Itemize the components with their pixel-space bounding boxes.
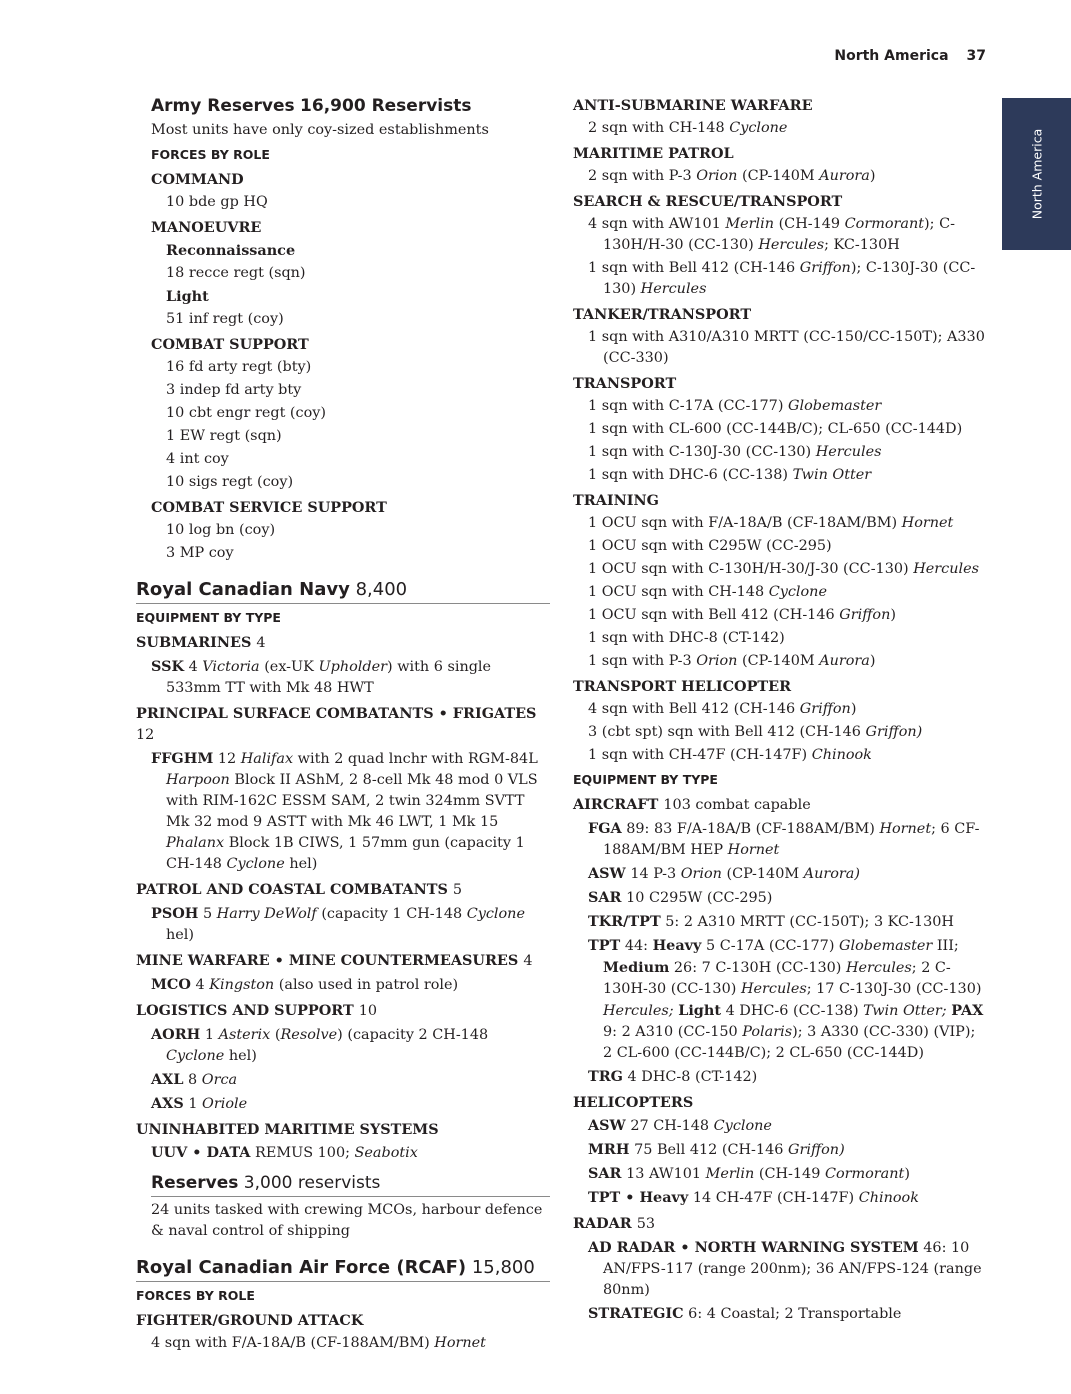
mp-heading: MARITIME PATROL xyxy=(573,145,734,162)
training-heading: TRAINING xyxy=(573,492,659,509)
list-item: 1 sqn with DHC-8 (CT-142) xyxy=(588,630,785,646)
heli-sar-entry: SAR 13 AW101 Merlin (CH-149 Cormorant) xyxy=(588,1165,910,1182)
list-item: 10 sigs regt (coy) xyxy=(166,474,294,490)
heli-tpt-entry: TPT • Heavy 14 CH-47F (CH-147F) Chinook xyxy=(588,1189,919,1206)
css-heading: COMBAT SERVICE SUPPORT xyxy=(151,499,387,516)
list-item: 51 inf regt (coy) xyxy=(166,311,284,327)
light-heading: Light xyxy=(166,288,209,305)
rcaf-section-title: Royal Canadian Air Force (RCAF) 15,800 xyxy=(136,1256,550,1282)
ad-radar-entry: AD RADAR • NORTH WARNING SYSTEM 46: 10 AN/FPS-117 (range 200nm); 36 AN/FPS-124 (range 80nm) xyxy=(588,1239,982,1298)
list-item: 3 indep fd arty bty xyxy=(166,382,302,398)
army-reserves-title: Army Reserves 16,900 Reservists xyxy=(151,96,472,116)
reserves-note: 24 units tasked with crewing MCOs, harbour defence & naval control of shipping xyxy=(151,1202,543,1239)
aircraft-heading: AIRCRAFT 103 combat capable xyxy=(573,796,811,813)
transport-helicopter-heading: TRANSPORT HELICOPTER xyxy=(573,678,792,695)
navy-section-title: Royal Canadian Navy 8,400 xyxy=(136,578,550,604)
list-item: 2 sqn with CH-148 Cyclone xyxy=(588,120,788,136)
submarines-heading: SUBMARINES 4 xyxy=(136,634,266,651)
tkr-entry: TKR/TPT 5: 2 A310 MRTT (CC-150T); 3 KC-130H xyxy=(588,913,954,930)
list-item: 10 log bn (coy) xyxy=(166,522,276,538)
list-item: 1 OCU sqn with CH-148 Cyclone xyxy=(588,584,827,600)
transport-heading: TRANSPORT xyxy=(573,375,677,392)
list-item: 1 EW regt (sqn) xyxy=(166,428,282,444)
aorh-entry: AORH 1 Asterix (Resolve) (capacity 2 CH-148 Cyclone hel) xyxy=(151,1026,489,1064)
ffghm-entry: FFGHM 12 Halifax with 2 quad lnchr with RGM-84L Harpoon Block II AShM, 2 8-cell Mk 48 mod 0 VLS with RIM-162C ESSM SAM, 2 twin 324mm SVTT Mk 32 mod 9 ASTT with Mk 46 LWT, 1 Mk 15 Phalanx Block 1B CIWS, 1 57mm gun (capacity 1 CH-148 Cyclone hel) xyxy=(151,750,538,872)
rcaf-forces-by-role-heading: FORCES BY ROLE xyxy=(136,1288,255,1303)
psoh-entry: PSOH 5 Harry DeWolf (capacity 1 CH-148 Cyclone hel) xyxy=(151,905,525,943)
list-item: 4 sqn with F/A-18A/B (CF-188AM/BM) Hornet xyxy=(151,1335,486,1351)
fga-entry: FGA 89: 83 F/A-18A/B (CF-188AM/BM) Hornet; 6 CF-188AM/BM HEP Hornet xyxy=(588,820,980,858)
army-reserves-note: Most units have only coy-sized establishments xyxy=(151,122,489,138)
recce-heading: Reconnaissance xyxy=(166,242,296,259)
asw-entry: ASW 14 P-3 Orion (CP-140M Aurora) xyxy=(588,865,860,882)
list-item: 1 sqn with C-130J-30 (CC-130) Hercules xyxy=(588,444,882,460)
reserves-title: Reserves 3,000 reservists xyxy=(151,1172,550,1197)
list-item: 1 sqn with A310/A310 MRTT (CC-150/CC-150T); A330 (CC-330) xyxy=(588,329,985,366)
asw-role-heading: ANTI-SUBMARINE WARFARE xyxy=(573,97,813,114)
logistics-heading: LOGISTICS AND SUPPORT 10 xyxy=(136,1002,378,1019)
running-head-section: North America xyxy=(834,48,949,64)
running-head xyxy=(834,48,986,64)
sar-entry: SAR 10 C295W (CC-295) xyxy=(588,889,773,906)
list-item: 1 OCU sqn with C-130H/H-30/J-30 (CC-130) Hercules xyxy=(588,561,979,577)
list-item: 1 OCU sqn with Bell 412 (CH-146 Griffon) xyxy=(588,607,896,623)
radar-heading: RADAR 53 xyxy=(573,1215,656,1232)
manoeuvre-heading: MANOEUVRE xyxy=(151,219,262,236)
side-tab xyxy=(1002,98,1071,250)
equipment-by-type-heading: EQUIPMENT BY TYPE xyxy=(136,610,281,625)
list-item: 1 sqn with CL-600 (CC-144B/C); CL-650 (CC-144D) xyxy=(588,421,963,437)
list-item: 1 sqn with Bell 412 (CH-146 Griffon); C-130J-30 (CC-130) Hercules xyxy=(588,260,976,297)
side-tab-label: North America xyxy=(1029,128,1044,220)
list-item: 1 sqn with CH-47F (CH-147F) Chinook xyxy=(588,747,872,763)
ums-heading: UNINHABITED MARITIME SYSTEMS xyxy=(136,1121,439,1138)
pcc-heading: PATROL AND COASTAL COMBATANTS 5 xyxy=(136,881,463,898)
rcaf-equipment-heading: EQUIPMENT BY TYPE xyxy=(573,772,718,787)
axl-entry: AXL 8 Orca xyxy=(151,1071,238,1088)
mine-warfare-heading: MINE WARFARE • MINE COUNTERMEASURES 4 xyxy=(136,952,533,969)
uuv-entry: UUV • DATA REMUS 100; Seabotix xyxy=(151,1144,418,1161)
command-heading: COMMAND xyxy=(151,171,244,188)
heli-asw-entry: ASW 27 CH-148 Cyclone xyxy=(588,1117,772,1134)
mco-entry: MCO 4 Kingston (also used in patrol role) xyxy=(151,976,459,993)
fga-role-heading: FIGHTER/GROUND ATTACK xyxy=(136,1312,364,1329)
list-item: 3 MP coy xyxy=(166,545,234,561)
tanker-heading: TANKER/TRANSPORT xyxy=(573,306,752,323)
list-item: 4 int coy xyxy=(166,451,229,467)
ssk-entry: SSK 4 Victoria (ex-UK Upholder) with 6 single 533mm TT with Mk 48 HWT xyxy=(151,658,492,696)
psc-heading: PRINCIPAL SURFACE COMBATANTS • FRIGATES 12 xyxy=(136,705,537,743)
trg-entry: TRG 4 DHC-8 (CT-142) xyxy=(588,1068,758,1085)
right-column xyxy=(573,95,987,1327)
list-item: 2 sqn with P-3 Orion (CP-140M Aurora) xyxy=(588,168,876,184)
list-item: 1 sqn with DHC-6 (CC-138) Twin Otter xyxy=(588,467,872,483)
list-item: 1 OCU sqn with C295W (CC-295) xyxy=(588,538,832,554)
list-item: 4 sqn with AW101 Merlin (CH-149 Cormorant); C-130H/H-30 (CC-130) Hercules; KC-130H xyxy=(588,216,955,253)
tpt-entry: TPT 44: Heavy 5 C-17A (CC-177) Globemaster III; Medium 26: 7 C-130H (CC-130) Hercules; 2 C-130H-30 (CC-130) Hercules; 17 C-130J-30 (CC-130) Hercules; Light 4 DHC-6 (CC-138) Twin Otter; PAX 9: 2 A310 (CC-150 Polaris); 3 A330 (CC-330) (VIP); 2 CL-600 (CC-144B/C); 2 CL-650 (CC-144D) xyxy=(588,937,984,1061)
list-item: 10 bde gp HQ xyxy=(166,194,268,210)
list-item: 16 fd arty regt (bty) xyxy=(166,359,312,375)
helicopters-heading: HELICOPTERS xyxy=(573,1094,694,1111)
sar-heading: SEARCH & RESCUE/TRANSPORT xyxy=(573,193,843,210)
forces-by-role-heading: FORCES BY ROLE xyxy=(151,147,270,162)
left-column xyxy=(136,95,550,1356)
list-item: 3 (cbt spt) sqn with Bell 412 (CH-146 Griffon) xyxy=(588,724,923,740)
axs-entry: AXS 1 Oriole xyxy=(151,1095,248,1112)
list-item: 18 recce regt (sqn) xyxy=(166,265,306,281)
page-number: 37 xyxy=(966,48,986,64)
strategic-radar-entry: STRATEGIC 6: 4 Coastal; 2 Transportable xyxy=(588,1305,902,1322)
list-item: 1 OCU sqn with F/A-18A/B (CF-18AM/BM) Hornet xyxy=(588,515,954,531)
list-item: 4 sqn with Bell 412 (CH-146 Griffon) xyxy=(588,701,857,717)
combat-support-heading: COMBAT SUPPORT xyxy=(151,336,309,353)
list-item: 1 sqn with P-3 Orion (CP-140M Aurora) xyxy=(588,653,876,669)
list-item: 1 sqn with C-17A (CC-177) Globemaster xyxy=(588,398,882,414)
list-item: 10 cbt engr regt (coy) xyxy=(166,405,327,421)
heli-mrh-entry: MRH 75 Bell 412 (CH-146 Griffon) xyxy=(588,1141,845,1158)
